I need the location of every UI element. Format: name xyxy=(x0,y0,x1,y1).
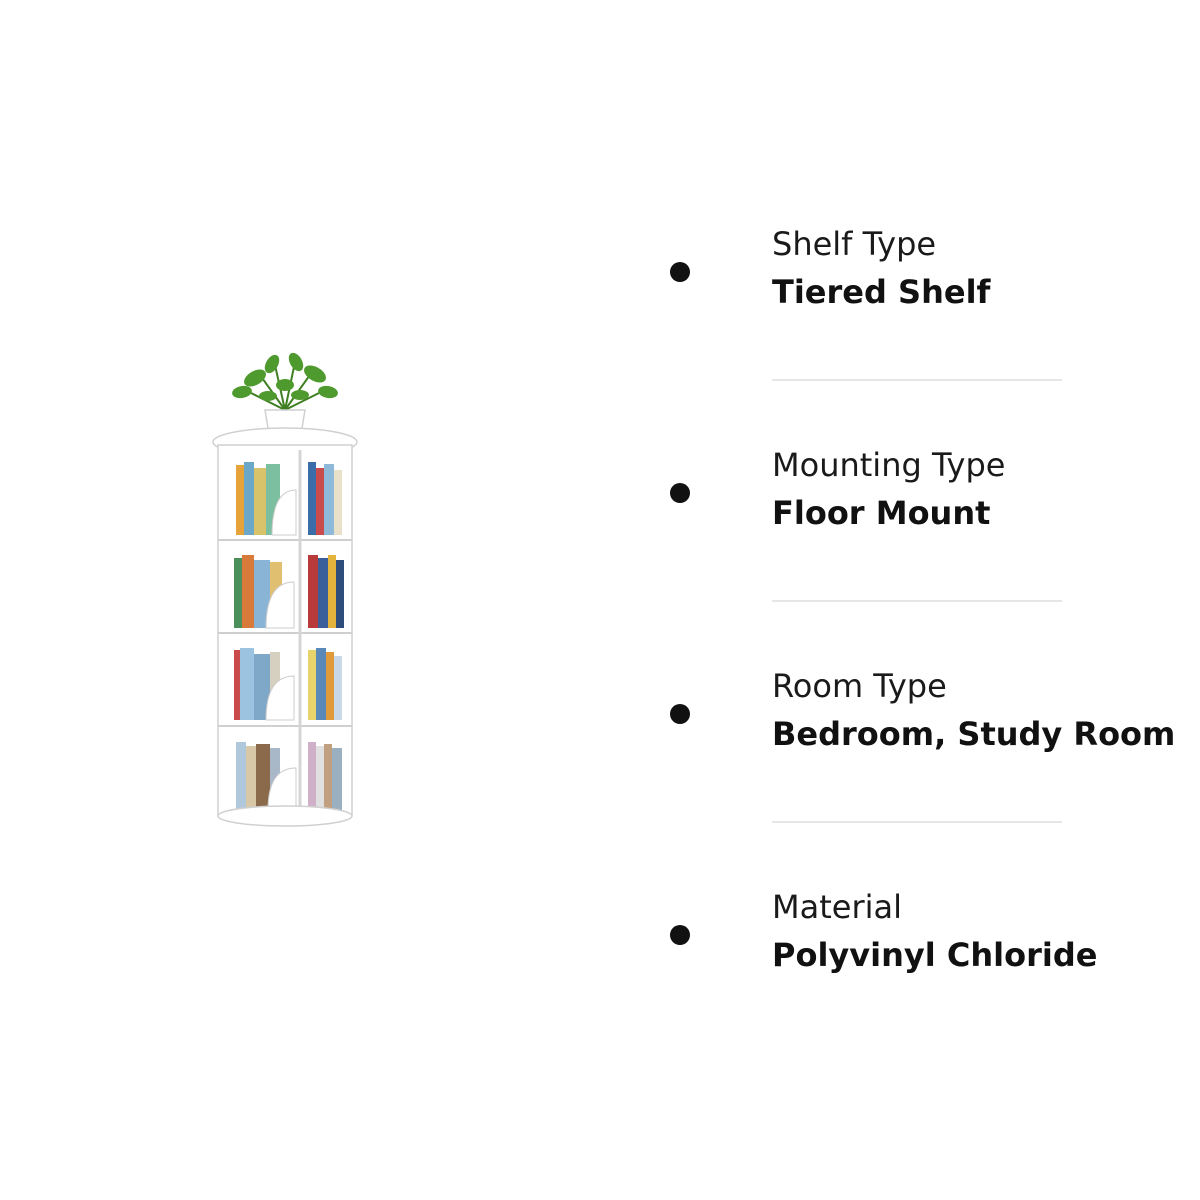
bullet-icon xyxy=(670,925,690,945)
spec-room-type xyxy=(660,666,1180,776)
bullet-icon xyxy=(670,483,690,503)
divider xyxy=(772,821,1062,823)
bullet-icon xyxy=(670,704,690,724)
spec-value: Floor Mount xyxy=(772,494,991,532)
spec-mounting-type xyxy=(660,445,1180,555)
spec-value: Tiered Shelf xyxy=(772,273,991,311)
bullet-icon xyxy=(670,262,690,282)
spec-label: Room Type xyxy=(772,667,947,705)
spec-shelf-type xyxy=(660,224,1180,334)
spec-label: Material xyxy=(772,888,902,926)
spec-label: Shelf Type xyxy=(772,225,937,263)
divider xyxy=(772,379,1062,381)
divider xyxy=(772,600,1062,602)
spec-value: Polyvinyl Chloride xyxy=(772,936,1098,974)
spec-material xyxy=(660,887,1180,997)
spec-value: Bedroom, Study Room xyxy=(772,715,1176,753)
spec-label: Mounting Type xyxy=(772,446,1006,484)
